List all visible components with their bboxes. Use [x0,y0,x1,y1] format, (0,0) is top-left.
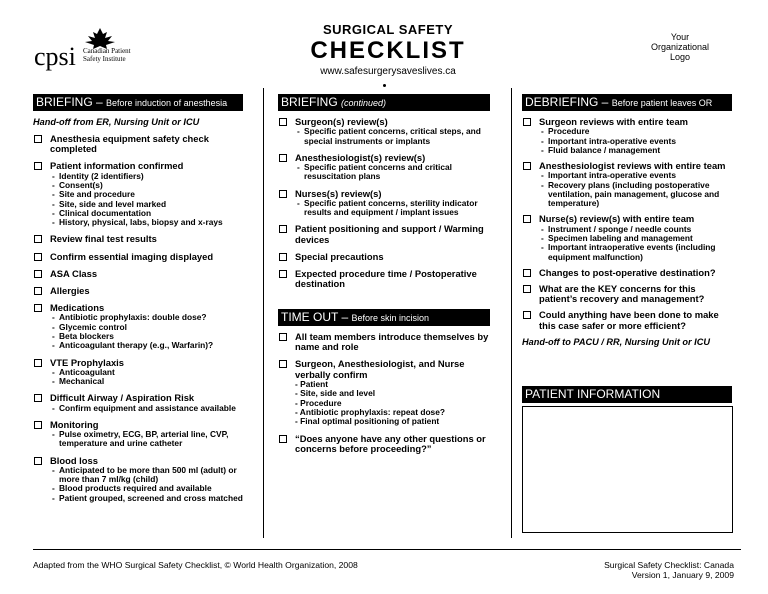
checklist-subitem: - Glycemic control [52,321,127,332]
checkbox[interactable] [34,270,42,278]
checklist-subitem: - Blood products required and available [52,483,212,494]
checklist-item [522,161,734,208]
checklist-subitem: - Procedure [295,397,342,408]
briefing-column [33,94,257,510]
checklist-item [522,214,734,261]
column-divider-2 [511,88,512,538]
checklist-item [33,286,257,296]
checklist-item-label: Nurse(s) review(s) with entire team [539,213,695,225]
org-logo-placeholder: Your Organizational Logo [650,32,710,62]
timeout-header: TIME OUT – Before skin incision [278,309,490,326]
checkbox[interactable] [34,394,42,402]
checklist-item [522,268,734,278]
checklist-subitem: - Site, side and level [295,388,376,399]
checklist-item-label: Anesthesiologist reviews with entire team [539,160,726,172]
title-top: SURGICAL SAFETY [322,22,454,37]
checklist-item-label: “Does anyone have any other questions or concerns before proceeding?” [295,432,486,455]
checklist-item [33,161,257,227]
checklist-item [33,456,257,503]
debriefing-column [522,94,734,348]
checklist-subitem: - Beta blockers [52,331,114,341]
checkbox[interactable] [34,421,42,429]
checklist-item [278,189,490,218]
checklist-item [278,117,490,146]
checklist-item-label: Review final test results [50,233,157,245]
checklist-subitem: - Anticipated to be more than 500 ml (adult) or more than 7 ml/kg (child) [52,464,237,485]
checklist-item-label: Surgeon reviews with entire team [539,116,689,127]
checklist-subitem: - Identity (2 identifiers) [52,170,144,181]
checklist-subitem: - Recovery plans (including postoperative ventilation, pain management, glucose and temperature) [541,179,720,209]
checklist-subitem: - Important intra-operative events [541,135,676,146]
checklist-item-label: Anesthesia equipment safety check completed [50,133,209,155]
checklist-item [33,420,257,449]
briefing-continued-header: BRIEFING (continued) [278,94,490,111]
checkbox[interactable] [34,457,42,465]
checkbox[interactable] [34,135,42,143]
patient-info-box[interactable] [522,406,733,533]
checklist-item [33,234,257,244]
checkbox[interactable] [523,311,531,319]
checkbox[interactable] [523,215,531,223]
checklist-item-label: Anesthesiologist(s) review(s) [295,151,426,163]
checkbox[interactable] [34,287,42,295]
checklist-subitem: - Anticoagulant therapy (e.g., Warfarin)? [52,340,214,351]
checklist-subitem: - Specific patient concerns and critical resuscitation plans [297,162,453,182]
website-url: www.safesurgerysaveslives.ca [320,66,456,77]
briefing-header: BRIEFING – Before induction of anesthesia [33,94,243,111]
checklist-item [33,303,257,350]
checklist-item-label: Surgeon(s) review(s) [295,116,388,127]
checkbox[interactable] [279,190,287,198]
checklist-item [33,393,257,413]
checklist-item-label: Special precautions [295,250,384,262]
checklist-item-label: Nurses(s) review(s) [295,187,382,199]
debriefing-handoff: Hand-off to PACU / RR, Nursing Unit or ICU [522,336,710,347]
checklist-subitem: - Patient grouped, screened and cross matched [52,492,243,503]
checklist-item-label: Surgeon, Anesthesiologist, and Nurse verbally confirm [295,358,465,380]
checkbox[interactable] [279,225,287,233]
checklist-item-label: Patient information confirmed [50,160,184,172]
checklist-item [278,153,490,182]
checklist-subitem: - Specimen labeling and management [541,232,693,243]
checklist-item [522,117,734,155]
briefing-continued-checklist [278,117,490,289]
checklist-item [278,332,490,352]
briefing-continued-column [278,94,490,296]
checklist-subitem: - Anticoagulant [52,366,115,377]
checkbox[interactable] [279,435,287,443]
patient-info-section [522,386,734,403]
logo-wordmark: cpsi [34,42,76,71]
checklist-subitem: - Specific patient concerns, critical steps, and special instruments or implants [297,126,481,146]
checkbox[interactable] [279,270,287,278]
checklist-item-label: All team members introduce themselves by name and role [295,331,489,353]
checklist-item-label: Changes to post-operative destination? [539,266,716,278]
checklist-item [278,252,490,262]
briefing-checklist [33,134,257,503]
checklist-subitem: - Mechanical [52,376,105,387]
checklist-item-label: Difficult Airway / Aspiration Risk [50,392,195,404]
patient-info-header: PATIENT INFORMATION [522,386,732,403]
checkbox[interactable] [279,253,287,261]
checkbox[interactable] [279,118,287,126]
checklist-subitem: - Instrument / sponge / needle counts [541,223,692,234]
checklist-item-label: VTE Prophylaxis [50,356,124,368]
checklist-subitem: - Specific patient concerns, sterility indicator results and equipment / implant issues [297,197,478,218]
checklist-item-label: Blood loss [50,454,98,466]
checkbox[interactable] [523,118,531,126]
checkbox[interactable] [34,162,42,170]
page-title: CHECKLIST [310,37,466,64]
checklist-item [278,359,490,426]
checkbox[interactable] [523,162,531,170]
checklist-item [522,310,734,330]
checklist-subitem: - Important intra-operative events [541,170,676,181]
checkbox[interactable] [523,269,531,277]
checklist-subitem: - Final optimal positioning of patient [295,416,440,427]
checkbox[interactable] [34,253,42,261]
checkbox[interactable] [279,360,287,368]
briefing-handoff: Hand-off from ER, Nursing Unit or ICU [33,117,200,127]
checkbox[interactable] [34,235,42,243]
debriefing-checklist [522,117,734,331]
timeout-checklist [278,332,490,454]
checklist-item [33,252,257,262]
checklist-subitem: - Consent(s) [52,179,103,190]
checkbox[interactable] [34,359,42,367]
debriefing-header: DEBRIEFING – Before patient leaves OR [522,94,732,111]
checkbox[interactable] [279,333,287,341]
checklist-item-label: ASA Class [50,267,98,279]
cpsi-logo [34,28,154,73]
footer-version: Surgical Safety Checklist: Canada Version 1, January 9, 2009 [604,560,734,580]
checklist-item [278,434,490,454]
checklist-item-label: What are the KEY concerns for this patient’s recovery and management? [539,283,705,305]
checklist-item [33,134,257,154]
checkbox[interactable] [279,154,287,162]
checklist-item-label: Medications [50,302,105,314]
checklist-subitem: - Confirm equipment and assistance available [52,402,236,413]
checklist-subitem: - Procedure [541,126,590,137]
checkbox[interactable] [523,285,531,293]
checklist-subitem: - Site and procedure [52,189,135,200]
timeout-column [278,309,490,461]
logo-subtitle: Canadian Patient Safety Institute [83,47,131,63]
footer-rule [33,549,741,550]
checklist-item [278,224,490,244]
checklist-subitem: - Clinical documentation [52,207,152,218]
checklist-item-label: Allergies [50,285,90,296]
checklist-subitem: - Site, side and level marked [52,198,167,209]
footer-credit: Adapted from the WHO Surgical Safety Checklist, © World Health Organization, 2008 [33,560,358,570]
column-divider-1 [263,88,264,538]
checklist-item [278,269,490,289]
checklist-item [33,269,257,279]
checklist-item-label: Monitoring [50,418,99,430]
checklist-item [522,284,734,304]
checklist-subitem: - History, physical, labs, biopsy and x-rays [52,217,223,228]
checklist-subitem: - Antibiotic prophylaxis: double dose? [52,312,207,323]
checklist-item-label: Confirm essential imaging displayed [50,250,214,262]
checklist-subitem: - Fluid balance / management [541,144,661,155]
checklist-subitem: - Important intraoperative events (including equipment malfunction) [541,242,716,262]
checklist-item-label: Expected procedure time / Postoperative destination [295,268,477,290]
checklist-item [33,358,257,387]
checkbox[interactable] [34,304,42,312]
checklist-item-label: Could anything have been done to make this case safer or more efficient? [539,309,719,331]
checklist-subitem: - Pulse oximetry, ECG, BP, arterial line, CVP, temperature and urine catheter [52,429,229,449]
bullet-dot [383,84,386,87]
checklist-item-label: Patient positioning and support / Warming devices [295,223,484,245]
checklist-subitem: - Patient [295,378,329,389]
checklist-subitem: - Antibiotic prophylaxis: repeat dose? [295,407,445,418]
